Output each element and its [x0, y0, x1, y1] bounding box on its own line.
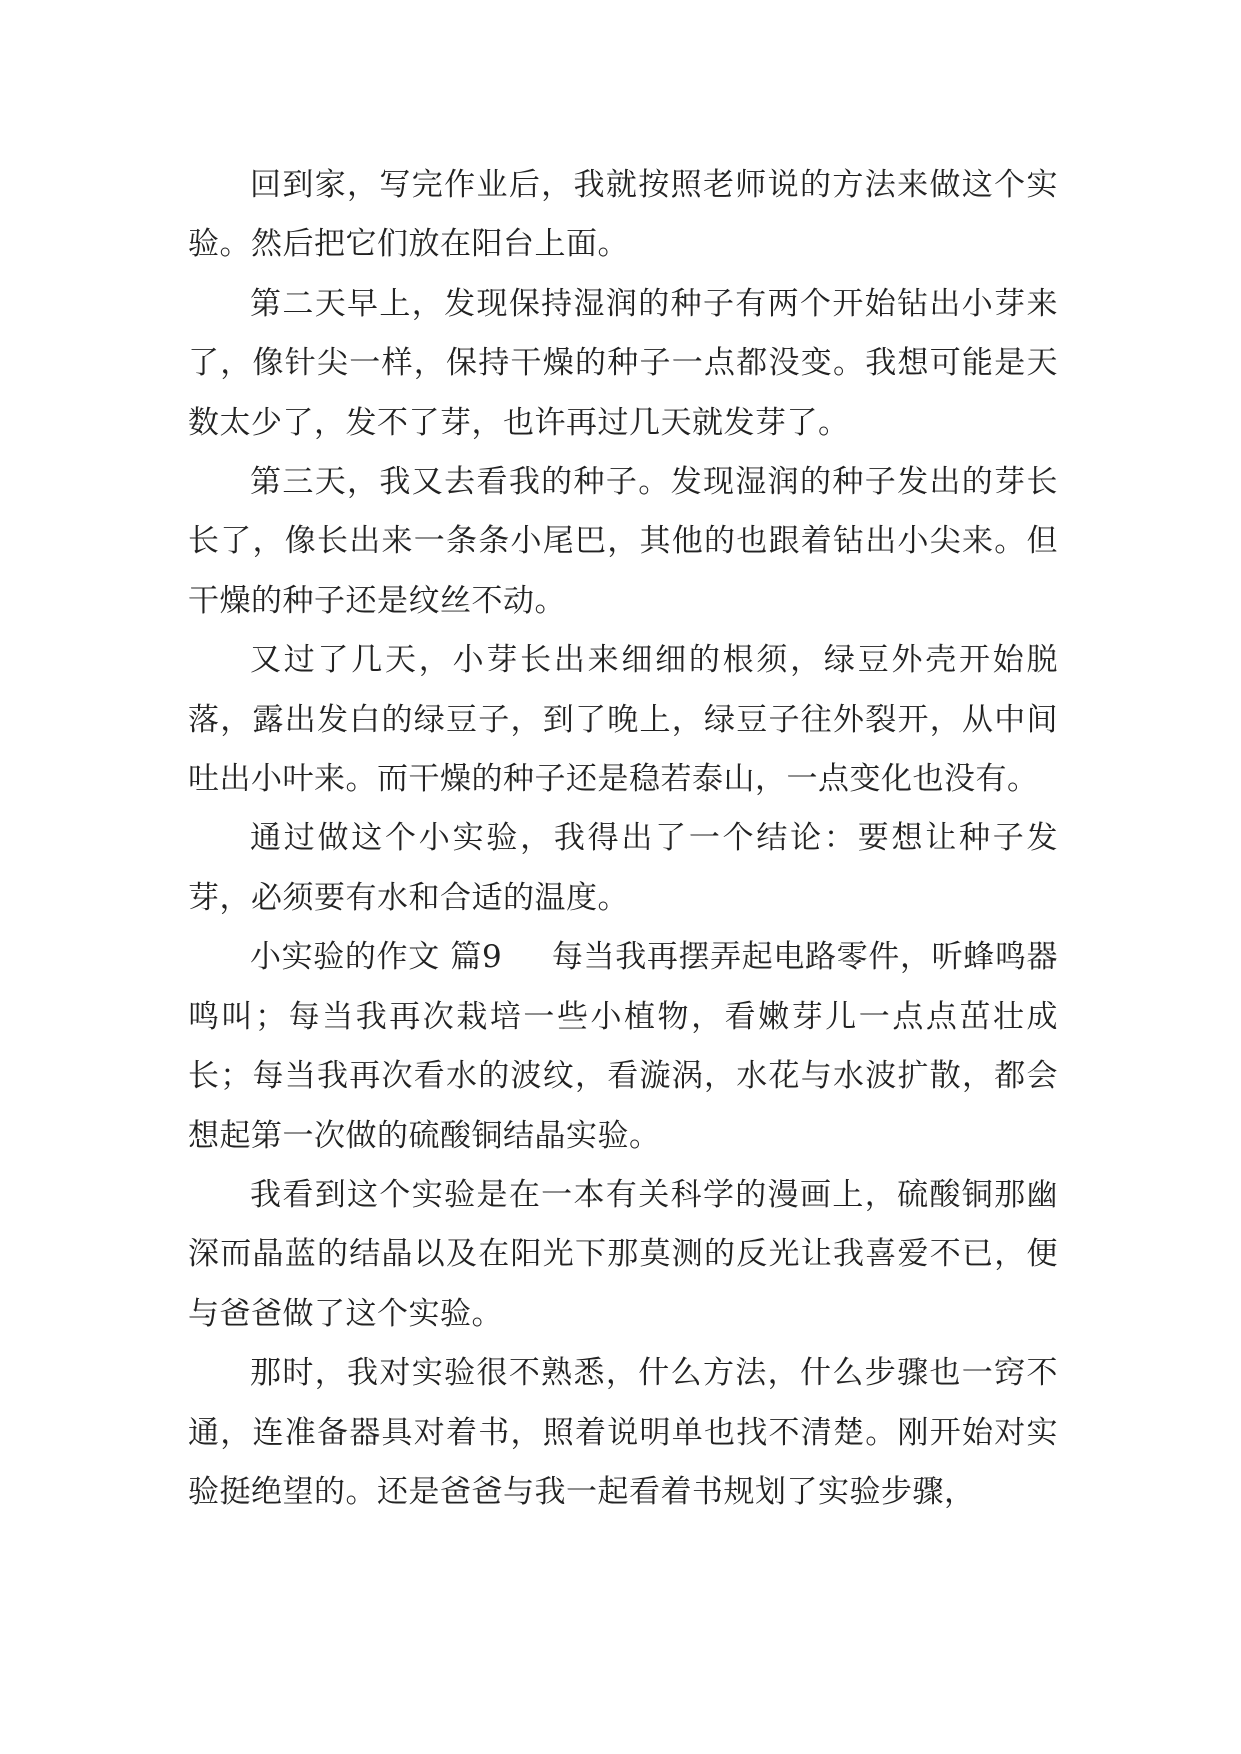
paragraph-5: 通过做这个小实验，我得出了一个结论：要想让种子发芽，必须要有水和合适的温度。 [188, 820, 1058, 916]
paragraph-1: 回到家，写完作业后，我就按照老师说的方法来做这个实验。然后把它们放在阳台上面。 [188, 167, 1058, 263]
section-paragraph-1 [188, 928, 1058, 1166]
paragraph-2: 第二天早上，发现保持湿润的种子有两个开始钻出小芽来了，像针尖一样，保持干燥的种子一点都没变。我想可能是天数太少了，发不了芽，也许再过几天就发芽了。 [188, 285, 1058, 441]
section-paragraph-3: 那时，我对实验很不熟悉，什么方法，什么步骤也一窍不通，连准备器具对着书，照着说明单也找不清楚。刚开始对实验挺绝望的。还是爸爸与我一起看着书规划了实验步骤， [188, 1355, 1058, 1510]
section-paragraph-1-text: 每当我再摆弄起电路零件，听蜂鸣器鸣叫；每当我再次栽培一些小植物，看嫩芽儿一点点茁壮成长；每当我再次看水的波纹，看漩涡，水花与水波扩散，都会想起第一次做的硫酸铜结晶实验。 [188, 939, 1058, 1154]
paragraph-4: 又过了几天，小芽长出来细细的根须，绿豆外壳开始脱落，露出发白的绿豆子，到了晚上，绿豆子往外裂开，从中间吐出小叶来。而干燥的种子还是稳若泰山，一点变化也没有。 [188, 642, 1058, 798]
section-heading: 小实验的作文 篇9 [250, 939, 503, 976]
section-paragraph-2: 我看到这个实验是在一本有关科学的漫画上，硫酸铜那幽深而晶蓝的结晶以及在阳光下那莫测的反光让我喜爱不已，便与爸爸做了这个实验。 [188, 1176, 1058, 1332]
paragraph-3: 第三天，我又去看我的种子。发现湿润的种子发出的芽长长了，像长出来一条条小尾巴，其他的也跟着钻出小尖来。但干燥的种子还是纹丝不动。 [188, 464, 1058, 619]
document-body [188, 156, 1058, 1522]
